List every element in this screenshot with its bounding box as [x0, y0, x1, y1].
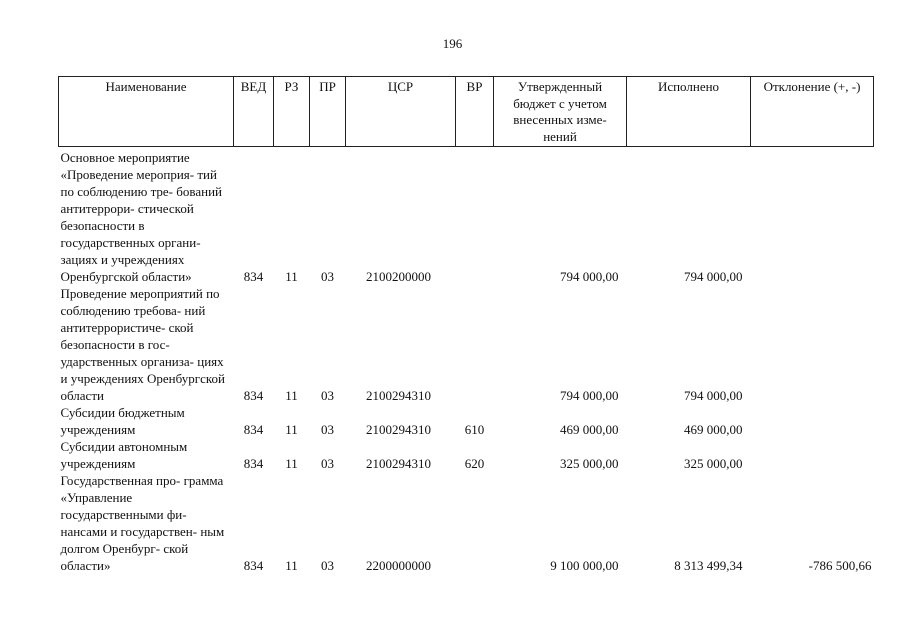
header-executed: Исполнено	[627, 77, 751, 147]
row-pr: 03	[321, 558, 334, 573]
table-row	[59, 147, 874, 286]
row-pr: 03	[321, 456, 334, 471]
table-header	[59, 77, 874, 147]
row-csr: 2100200000	[366, 269, 431, 284]
row-rz: 11	[285, 456, 298, 471]
row-approved: 469 000,00	[560, 422, 619, 437]
row-vr	[456, 285, 494, 404]
row-name: Субсидии автономным учреждениям	[60, 439, 188, 471]
budget-execution-table	[58, 76, 874, 574]
row-executed: 794 000,00	[684, 269, 743, 284]
row-csr: 2100294310	[366, 456, 431, 471]
row-executed: 794 000,00	[684, 388, 743, 403]
row-name: Государственная про- грамма «Управление государственными фи- нансами и государствен- ным долгом Оренбург- ской области»	[60, 473, 225, 573]
header-pr: ПР	[310, 77, 346, 147]
header-name: Наименование	[59, 77, 234, 147]
row-vr	[456, 147, 494, 286]
table-row	[59, 285, 874, 404]
row-pr: 03	[321, 422, 334, 437]
row-rz: 11	[285, 422, 298, 437]
row-executed: 469 000,00	[684, 422, 743, 437]
row-approved: 794 000,00	[560, 269, 619, 284]
header-rz: РЗ	[274, 77, 310, 147]
row-ved: 834	[243, 269, 264, 284]
row-name: Основное мероприятие «Проведение мероприя- тий по соблюдению тре- бований антитеррори- стической безопасности в государственных органи- зациях и учреждениях Оренбургской области»	[60, 150, 222, 284]
row-csr: 2100294310	[366, 422, 431, 437]
row-ved: 834	[243, 456, 264, 471]
row-approved: 9 100 000,00	[550, 558, 619, 573]
row-vr	[456, 472, 494, 574]
row-deviation	[751, 285, 874, 404]
header-ved: ВЕД	[234, 77, 274, 147]
table-row	[59, 438, 874, 472]
row-ved: 834	[243, 558, 264, 573]
row-executed: 325 000,00	[684, 456, 743, 471]
page-number: 196	[442, 36, 463, 51]
row-rz: 11	[285, 558, 298, 573]
row-csr: 2200000000	[366, 558, 431, 573]
row-approved: 794 000,00	[560, 388, 619, 403]
row-rz: 11	[285, 388, 298, 403]
row-name: Субсидии бюджетным учреждениям	[60, 405, 185, 437]
table-row	[59, 404, 874, 438]
row-deviation	[751, 147, 874, 286]
row-ved: 834	[243, 422, 264, 437]
header-approved: Утвержденный бюджет с учетом внесенных изме- нений	[494, 77, 627, 147]
row-csr: 2100294310	[366, 388, 431, 403]
header-vr: ВР	[456, 77, 494, 147]
row-pr: 03	[321, 388, 334, 403]
header-csr: ЦСР	[346, 77, 456, 147]
header-deviation: Отклонение (+, -)	[751, 77, 874, 147]
row-deviation	[751, 404, 874, 438]
row-name: Проведение мероприятий по соблюдению требова- ний антитеррористиче- ской безопасности в гос- ударственных организа- циях и учреждениях Оренбургской области	[60, 286, 225, 403]
row-executed: 8 313 499,34	[674, 558, 743, 573]
row-vr: 620	[464, 456, 485, 471]
row-approved: 325 000,00	[560, 456, 619, 471]
row-vr: 610	[464, 422, 485, 437]
row-deviation	[751, 438, 874, 472]
table-row	[59, 472, 874, 574]
row-pr: 03	[321, 269, 334, 284]
row-deviation: -786 500,66	[808, 558, 872, 573]
row-rz: 11	[285, 269, 298, 284]
row-ved: 834	[243, 388, 264, 403]
